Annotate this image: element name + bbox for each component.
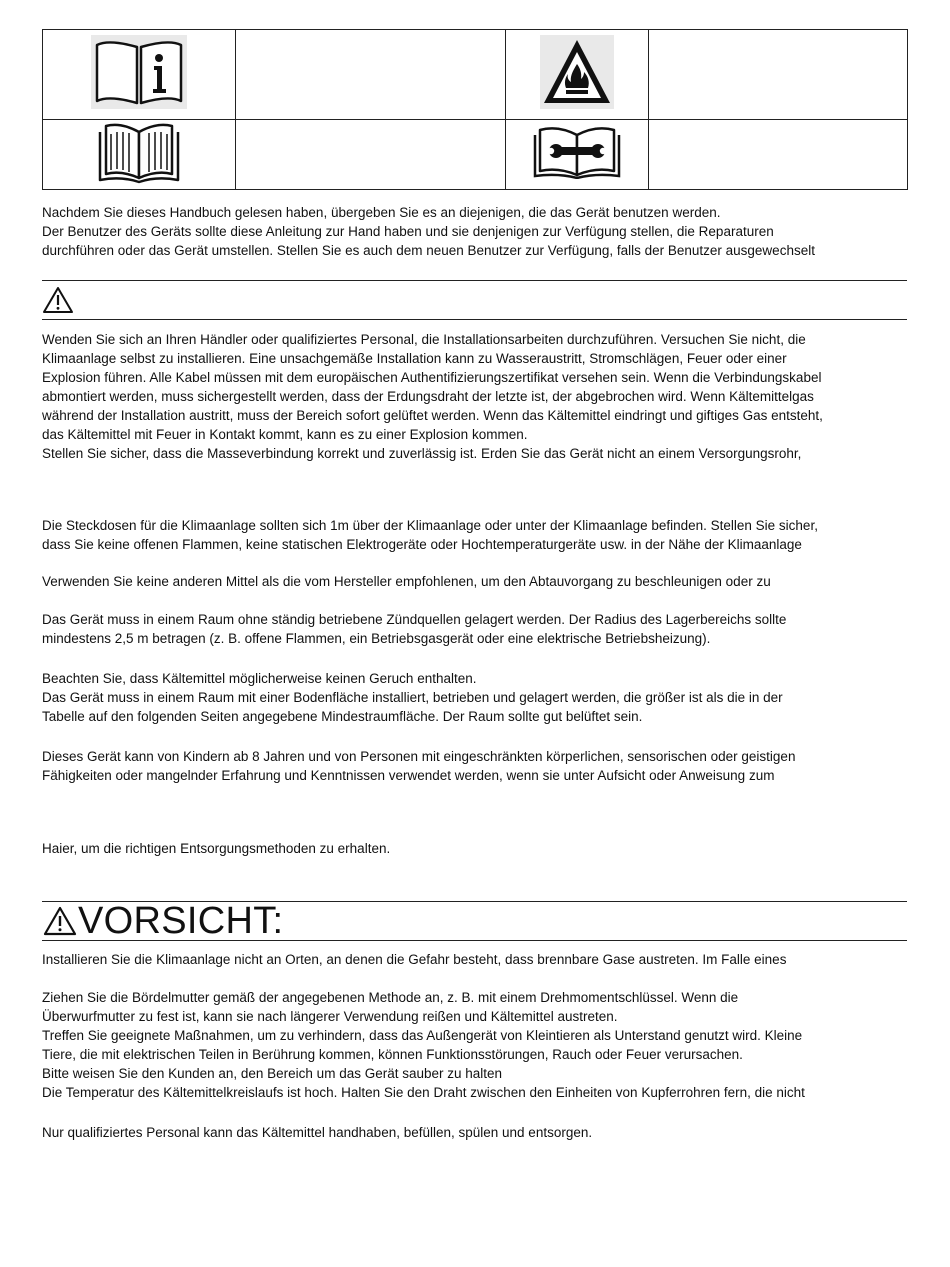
symbol-cell <box>43 30 236 120</box>
symbol-table <box>42 29 908 190</box>
text-line: Die Temperatur des Kältemittelkreislaufs ist hoch. Halten Sie den Draht zwischen den Einheiten von Kupferrohren fern, die nicht <box>42 1085 805 1100</box>
section-divider <box>42 280 907 281</box>
text-line: Tiere, die mit elektrischen Teilen in Berührung kommen, können Funktionsstörungen, Rauch oder Feuer verursachen. <box>42 1047 743 1062</box>
text-line: Das Gerät muss in einem Raum mit einer Bodenfläche installiert, betrieben und gelagert werden, die größer ist als die in der <box>42 690 783 705</box>
warning-paragraph <box>42 669 912 726</box>
caution-paragraph <box>42 1123 912 1142</box>
warning-paragraph <box>42 516 912 554</box>
text-line: durchführen oder das Gerät umstellen. Stellen Sie es auch dem neuen Benutzer zur Verfügung, falls der Benutzer ausgewechselt <box>42 243 815 258</box>
warning-paragraph <box>42 839 912 858</box>
text-line: Dieses Gerät kann von Kindern ab 8 Jahren und von Personen mit eingeschränkten körperlichen, sensorischen oder geistigen <box>42 749 796 764</box>
text-line: Die Steckdosen für die Klimaanlage sollten sich 1m über der Klimaanlage oder unter der Klimaanlage befinden. Stellen Sie sicher, <box>42 518 818 533</box>
caution-paragraph <box>42 988 912 1102</box>
manual-info-icon <box>91 35 187 109</box>
flammable-warning-icon <box>540 35 614 109</box>
warning-paragraph <box>42 572 912 591</box>
text-line: Explosion führen. Alle Kabel müssen mit dem europäischen Authentifizierungszertifikat versehen sein. Wenn die Verbindungskabel <box>42 370 822 385</box>
symbol-cell <box>43 120 236 190</box>
text-line: Installieren Sie die Klimaanlage nicht an Orten, an denen die Gefahr besteht, dass brennbare Gase austreten. Im Falle eines <box>42 952 787 967</box>
intro-paragraph <box>42 203 912 260</box>
text-line: Klimaanlage selbst zu installieren. Eine unsachgemäße Installation kann zu Wasseraustritt, Stromschlägen, Feuer oder einer <box>42 351 787 366</box>
text-line: Wenden Sie sich an Ihren Händler oder qualifiziertes Personal, die Installationsarbeiten durchzuführen. Versuchen Sie nicht, die <box>42 332 806 347</box>
warning-triangle-icon <box>43 906 77 936</box>
symbol-description <box>236 120 506 190</box>
text-line: Tabelle auf den folgenden Seiten angegebene Mindestraumfläche. Der Raum sollte gut belüftet sein. <box>42 709 643 724</box>
warning-triangle-icon <box>42 286 74 314</box>
warning-paragraph <box>42 330 912 463</box>
section-divider <box>42 940 907 941</box>
text-line: mindestens 2,5 m betragen (z. B. offene Flammen, ein Betriebsgasgerät oder eine elektrische Betriebsheizung). <box>42 631 711 646</box>
symbol-description <box>649 30 908 120</box>
text-line: Verwenden Sie keine anderen Mittel als die vom Hersteller empfohlenen, um den Abtauvorgang zu beschleunigen oder zu <box>42 574 771 589</box>
section-divider <box>42 319 907 320</box>
text-line: Ziehen Sie die Bördelmutter gemäß der angegebenen Methode an, z. B. mit einem Drehmomentschlüssel. Wenn die <box>42 990 739 1005</box>
text-line: das Kältemittel mit Feuer in Kontakt kommt, kann es zu einer Explosion kommen. <box>42 427 528 442</box>
caution-heading-text: VORSICHT: <box>78 900 284 942</box>
text-line: abmontiert werden, muss sichergestellt werden, dass der Erdungsdraht der letzte ist, der abgebrochen wird. Wenn Kältemittelgas <box>42 389 814 404</box>
service-manual-wrench-icon <box>532 125 622 179</box>
text-line: Bitte weisen Sie den Kunden an, den Bereich um das Gerät sauber zu halten <box>42 1066 503 1081</box>
caution-heading <box>43 902 283 940</box>
symbol-description <box>236 30 506 120</box>
text-line: während der Installation austritt, muss der Bereich sofort gelüftet werden. Wenn das Kältemittel eindringt und giftiges Gas entsteht, <box>42 408 823 423</box>
symbol-description <box>649 120 908 190</box>
text-line: Fähigkeiten oder mangelnder Erfahrung und Kenntnissen verwendet werden, wenn sie unter Aufsicht oder Anweisung zum <box>42 768 775 783</box>
caution-paragraph <box>42 950 912 969</box>
text-line: Überwurfmutter zu fest ist, kann sie nach längerer Verwendung reißen und Kältemittel austreten. <box>42 1009 618 1024</box>
text-line: Stellen Sie sicher, dass die Masseverbindung korrekt und zuverlässig ist. Erden Sie das Gerät nicht an einem Versorgungsrohr, <box>42 446 802 461</box>
text-line: Nachdem Sie dieses Handbuch gelesen haben, übergeben Sie es an diejenigen, die das Gerät benutzen werden. <box>42 205 721 220</box>
text-line: Das Gerät muss in einem Raum ohne ständig betriebene Zündquellen gelagert werden. Der Radius des Lagerbereichs sollte <box>42 612 787 627</box>
symbol-cell <box>506 30 649 120</box>
text-line: Nur qualifiziertes Personal kann das Kältemittel handhaben, befüllen, spülen und entsorgen. <box>42 1125 593 1140</box>
warning-paragraph <box>42 610 912 648</box>
text-line: Treffen Sie geeignete Maßnahmen, um zu verhindern, dass das Außengerät von Kleintieren als Unterstand genutzt wird. Kleine <box>42 1028 803 1043</box>
symbol-cell <box>506 120 649 190</box>
text-line: Der Benutzer des Geräts sollte diese Anleitung zur Hand haben und sie denjenigen zur Verfügung stellen, die Reparaturen <box>42 224 774 239</box>
warning-paragraph <box>42 747 912 785</box>
text-line: dass Sie keine offenen Flammen, keine statischen Elektrogeräte oder Hochtemperaturgeräte usw. in der Nähe der Klimaanlage <box>42 537 802 552</box>
text-line: Haier, um die richtigen Entsorgungsmethoden zu erhalten. <box>42 841 391 856</box>
text-line: Beachten Sie, dass Kältemittel möglicherweise keinen Geruch enthalten. <box>42 671 477 686</box>
open-book-icon <box>96 120 182 184</box>
